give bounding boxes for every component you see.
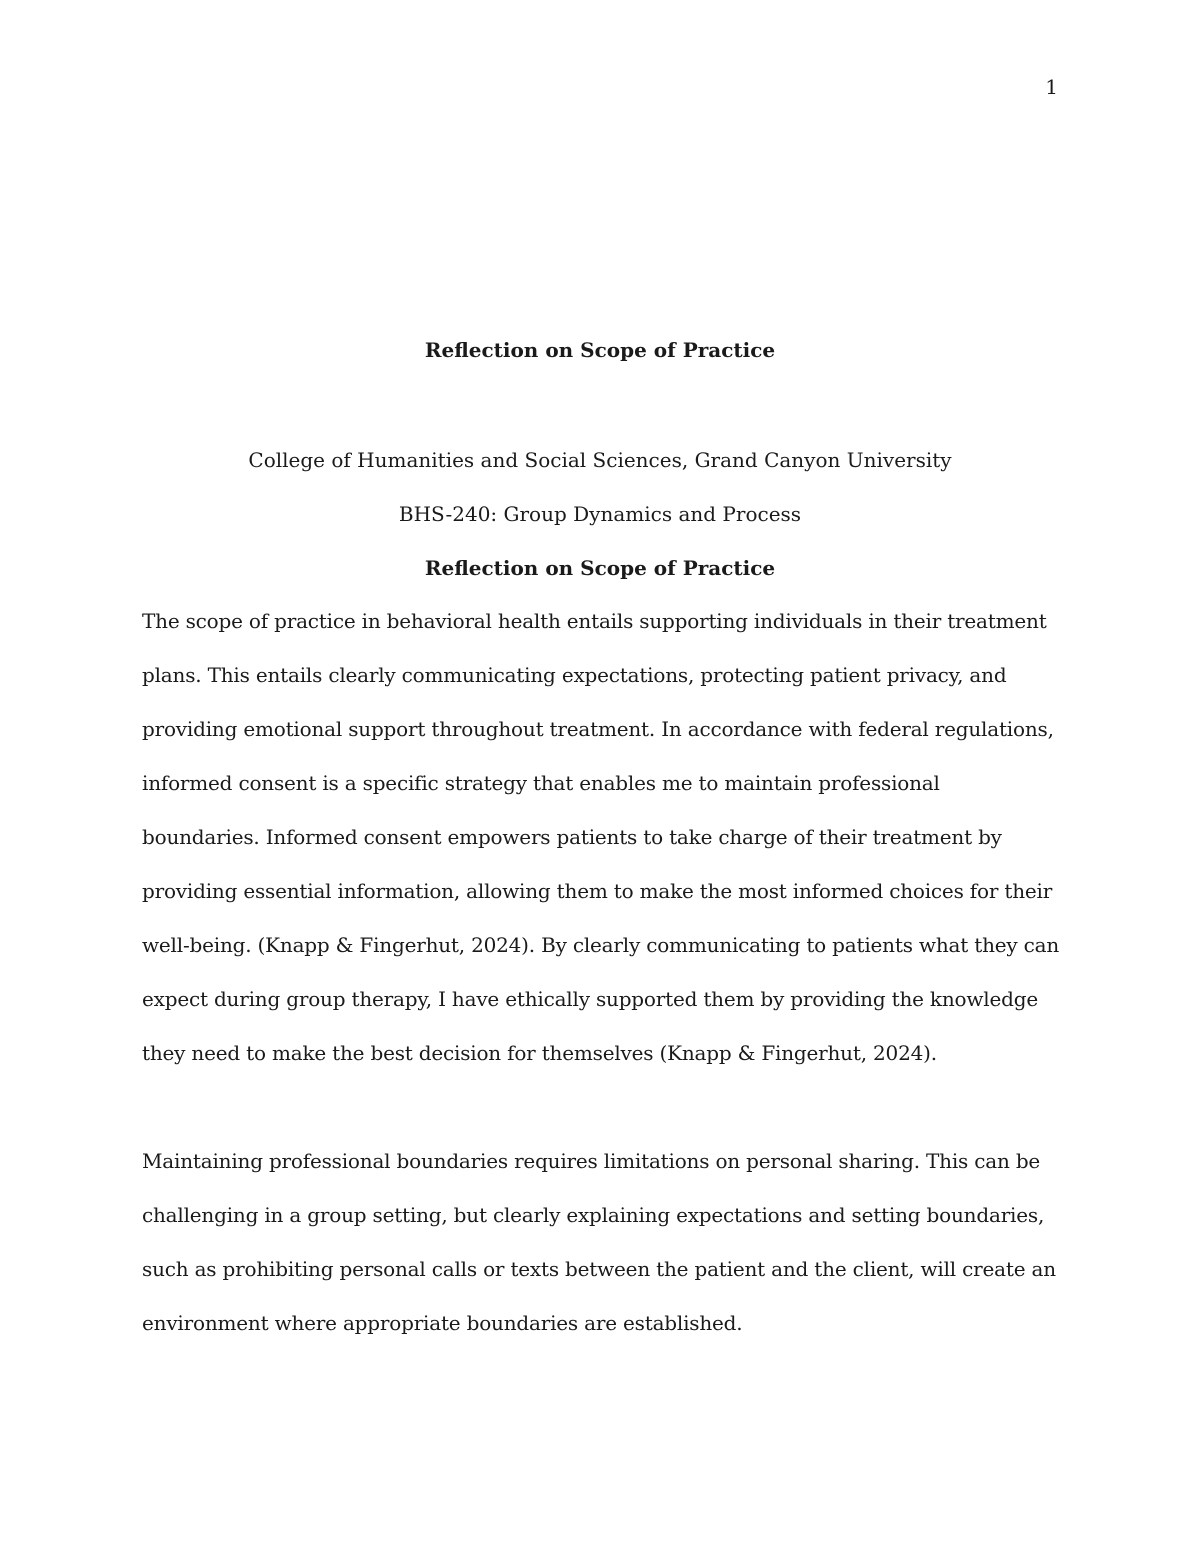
college-line: College of Humanities and Social Sciences, Grand Canyon University bbox=[248, 448, 952, 472]
course-line: BHS-240: Group Dynamics and Process bbox=[398, 502, 802, 526]
body-paragraph-1: The scope of practice in behavioral health entails supporting individuals in their treatment plans. This entails clearly communicating expectations, protecting patient privacy, and providing emotional support throughout treatment. In accordance with federal regulations, informed consent is a specific strategy that enables me to maintain professional boundaries. Informed consent empowers patients to take charge of their treatment by providing essential information, allowing them to make the most informed choices for their well-being. (Knapp & Fingerhut, 2024). By clearly communicating to patients what they can expect during group therapy, I have ethically supported them by providing the knowledge they need to make the best decision for themselves (Knapp & Fingerhut, 2024). bbox=[142, 609, 1060, 1065]
page-number: 1 bbox=[1045, 75, 1058, 99]
cover-title: Reflection on Scope of Practice bbox=[424, 338, 776, 362]
section-heading: Reflection on Scope of Practice bbox=[424, 556, 776, 580]
body-paragraph-2: Maintaining professional boundaries requires limitations on personal sharing. This can be challenging in a group setting, but clearly explaining expectations and setting boundaries, such as prohibiting personal calls or texts between the patient and the client, will create an environment where appropriate boundaries are established. bbox=[142, 1149, 1056, 1335]
